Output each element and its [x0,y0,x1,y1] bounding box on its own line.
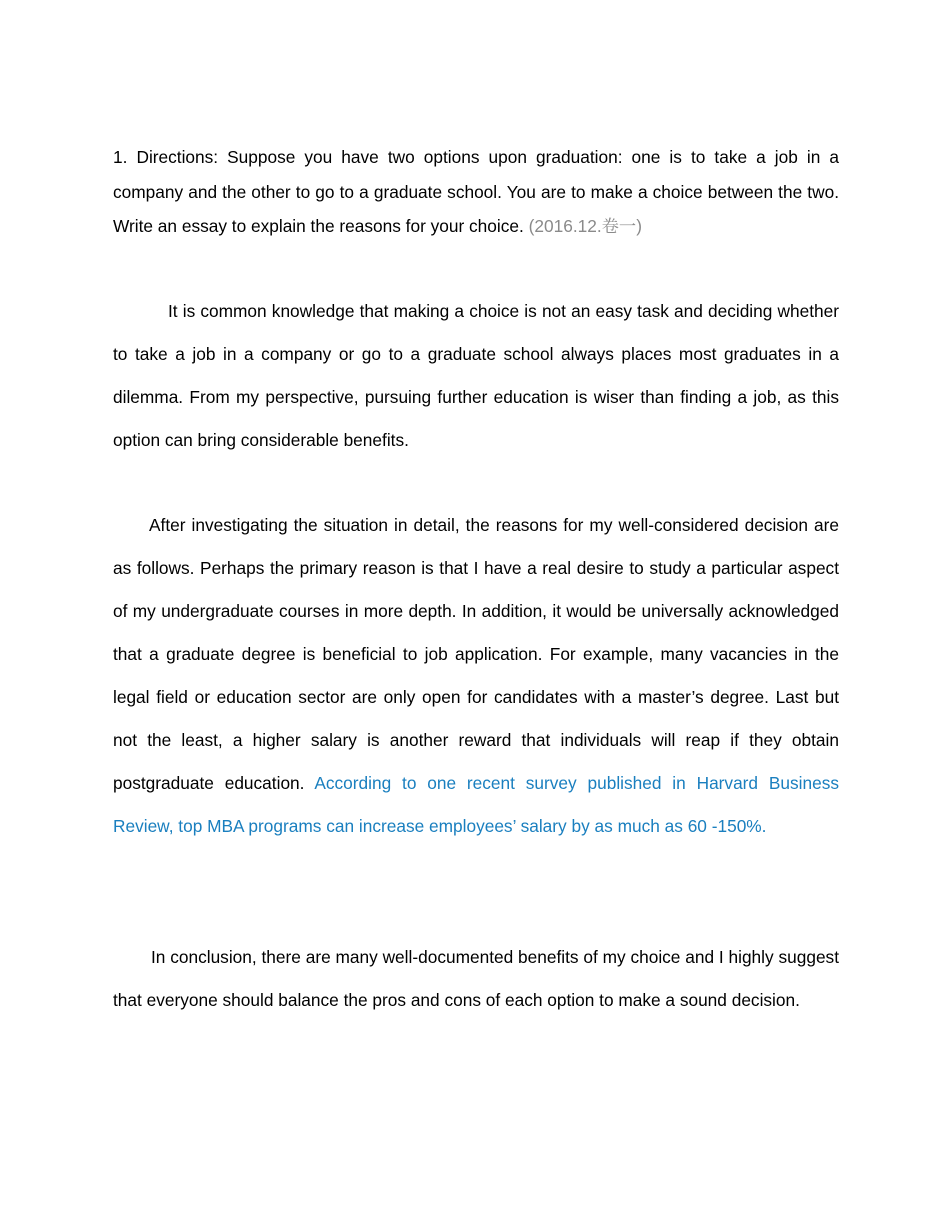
directions-paragraph [113,140,839,244]
body-text: After investigating the situation in detail, the reasons for my well-considered decision are as follows. Perhaps the primary reason is that I have a real desire to study a particular aspect of my undergraduate courses in more depth. In addition, it would be universally acknowledged that a graduate degree is beneficial to job application. For example, many vacancies in the legal field or education sector are only open for candidates with a master’s degree. Last but not the least, a higher salary is another reward that individuals will reap if they obtain postgraduate education. [113,515,839,793]
body-highlight-text: According to one recent survey published in Harvard Business Review, top MBA programs can increase employees’ salary by as much as 60 -150%. [113,773,839,836]
essay-conclusion-paragraph: In conclusion, there are many well-documented benefits of my choice and I highly suggest that everyone should balance the pros and cons of each option to make a sound decision. [113,947,839,1010]
document-page [113,0,839,1230]
exam-source-label: (2016.12.卷一) [528,216,642,236]
essay-body-paragraph [113,504,839,848]
essay-intro-paragraph: It is common knowledge that making a choice is not an easy task and deciding whether to take a job in a company or go to a graduate school always places most graduates in a dilemma. From my perspective, pursuing further education is wiser than finding a job, as this option can bring considerable benefits. [113,301,839,450]
directions-text: 1. Directions: Suppose you have two options upon graduation: one is to take a job in a company and the other to go to a graduate school. You are to make a choice between the two. Write an essay to explain the reasons for your choice. [113,147,839,236]
